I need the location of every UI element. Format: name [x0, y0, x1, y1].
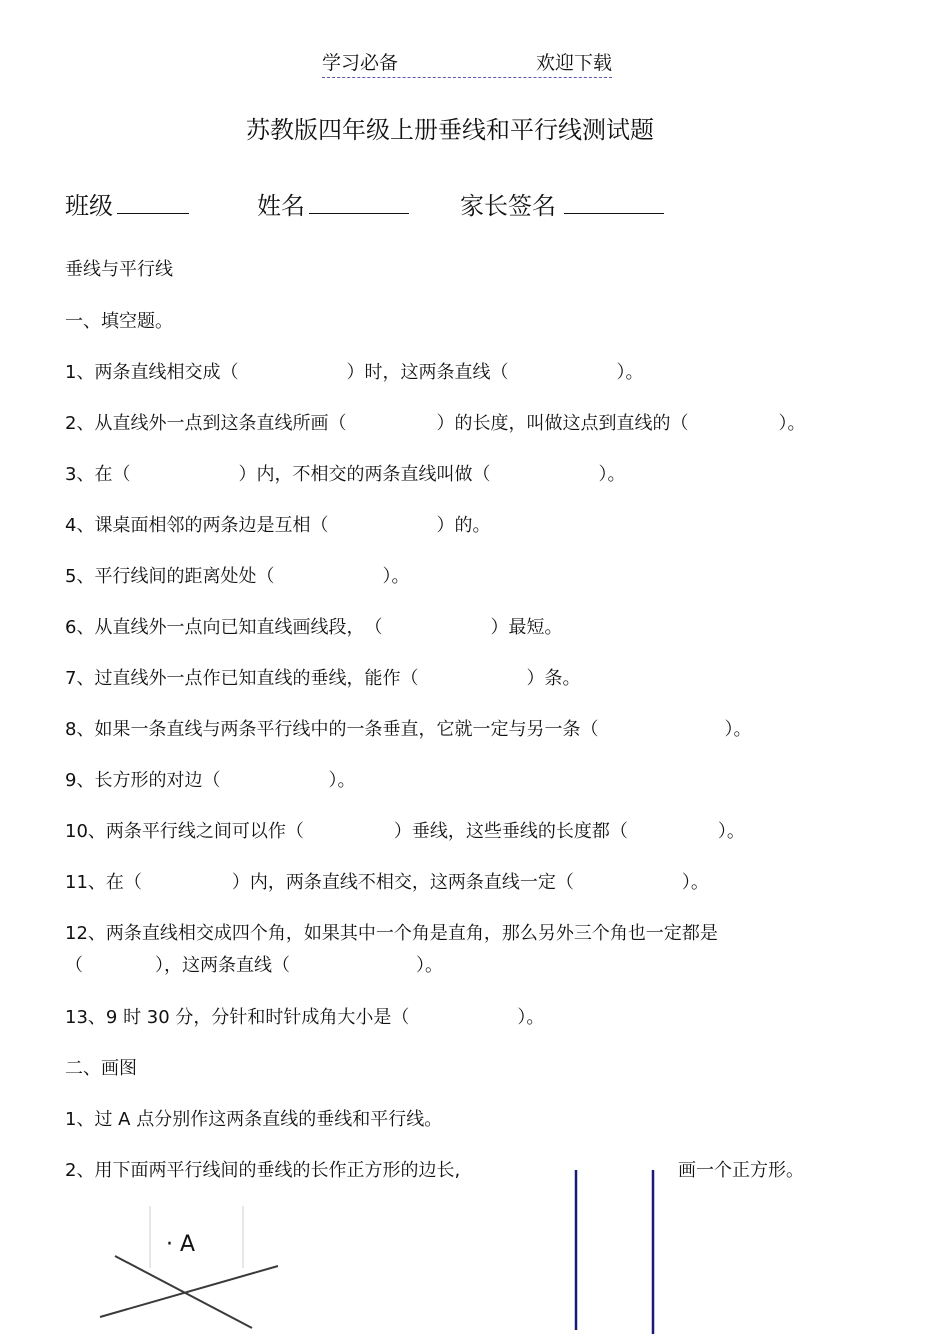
- name-label: 姓名: [257, 192, 305, 220]
- question-9: 9、长方形的对边（ ）。: [65, 770, 356, 791]
- question-10: 10、两条平行线之间可以作（ ）垂线，这些垂线的长度都（ ）。: [65, 821, 745, 842]
- question-3: 3、在（ ）内，不相交的两条直线叫做（ ）。: [65, 464, 626, 485]
- drawing-task-2-end: 画一个正方形。: [678, 1160, 804, 1181]
- class-label: 班级: [65, 192, 113, 220]
- drawing-task-1: 1、过 A 点分别作这两条直线的垂线和平行线。: [65, 1109, 443, 1130]
- question-4: 4、课桌面相邻的两条边是互相（ ）的。: [65, 515, 491, 536]
- intersecting-line-1: [115, 1256, 252, 1328]
- point-a-label: · A: [166, 1232, 196, 1257]
- question-8: 8、如果一条直线与两条平行线中的一条垂直，它就一定与另一条（ ）。: [65, 719, 752, 740]
- question-12-continued: （ ），这两条直线（ ）。: [65, 955, 443, 976]
- question-7: 7、过直线外一点作已知直线的垂线，能作（ ）条。: [65, 668, 581, 689]
- question-5: 5、平行线间的距离处处（ ）。: [65, 566, 410, 587]
- drawing-task-2: 2、用下面两平行线间的垂线的长作正方形的边长,: [65, 1160, 461, 1181]
- section1-heading: 一、填空题。: [65, 311, 173, 332]
- question-12: 12、两条直线相交成四个角，如果其中一个角是直角，那么另外三个角也一定都是: [65, 923, 718, 944]
- intersecting-line-2: [100, 1266, 278, 1317]
- question-11: 11、在（ ）内，两条直线不相交，这两条直线一定（ ）。: [65, 872, 709, 893]
- question-6: 6、从直线外一点向已知直线画线段， （ ）最短。: [65, 617, 563, 638]
- question-1: 1、两条直线相交成（ ）时，这两条直线（ ）。: [65, 362, 644, 383]
- section-topic: 垂线与平行线: [65, 259, 173, 280]
- header-right: 欢迎下载: [536, 52, 613, 74]
- section2-heading: 二、画图: [65, 1058, 137, 1079]
- question-13: 13、9 时 30 分，分针和时针成角大小是（ ）。: [65, 1007, 545, 1028]
- parent-label: 家长签名: [460, 192, 556, 220]
- page-title: 苏教版四年级上册垂线和平行线测试题: [246, 116, 654, 144]
- header-left: 学习必备: [322, 52, 399, 74]
- question-2: 2、从直线外一点到这条直线所画（ ）的长度，叫做这点到直线的（ ）。: [65, 413, 806, 434]
